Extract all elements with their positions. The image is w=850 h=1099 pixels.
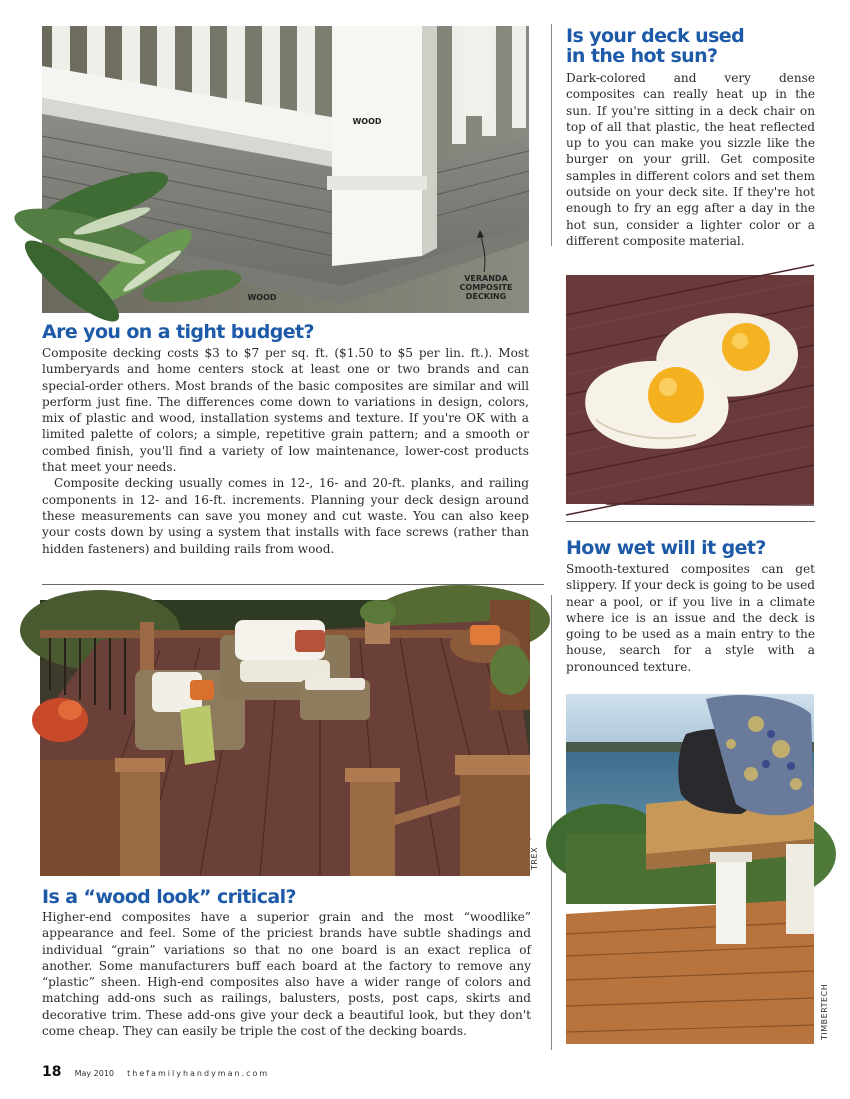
hot-sun-paragraph-1: Dark-colored and very dense composites can really heat up in the sun. If you're sitting in a deck chair on top of all that plastic, the heat reflected up to you can make you sizzle like the burger on your grill. Get composite samples in different colors and set them outside on your deck site. If they're hot enough to fry an egg after a day in the hot sun, consider a lighter color or a different composite material. bbox=[566, 71, 815, 248]
budget-paragraph-1: Composite decking costs $3 to $7 per sq. ft. ($1.50 to $5 per lin. ft.). Most lumberyards and home centers stock at least one or two brands and can special-order others. Most brands of the basic composites are similar and will perform just fine. The differences come down to variations in design, colors, mix of plastic and wood, installation systems and texture. If you're OK with a limited palette of colors; a simple, repetitive grain pattern; and a smooth or combed finish, you'll find a variety of low maintenance, lower-cost products that meet your needs. bbox=[42, 346, 529, 475]
left-section-divider bbox=[42, 584, 544, 585]
hot-sun-heading bbox=[566, 26, 826, 66]
page-number: 18 bbox=[42, 1064, 62, 1080]
wet-text bbox=[566, 561, 815, 675]
bench-photo-image bbox=[566, 694, 814, 1044]
wood-look-heading: Is a “wood look” critical? bbox=[42, 886, 296, 908]
veranda-label: VERANDA COMPOSITE DECKING bbox=[459, 274, 513, 301]
bench-photo bbox=[566, 694, 829, 1044]
railing-photo bbox=[42, 26, 529, 313]
deck-photo bbox=[40, 600, 539, 876]
budget-heading: Are you on a tight budget? bbox=[42, 321, 314, 343]
right-section-divider bbox=[566, 521, 815, 522]
eggs-photo bbox=[566, 275, 814, 504]
wet-heading: How wet will it get? bbox=[566, 537, 766, 559]
column-rule-top bbox=[551, 24, 552, 246]
website: thefamilyhandyman.com bbox=[127, 1069, 270, 1078]
wet-paragraph-1: Smooth-textured composites can get slippery. If your deck is going to be used near a pool, or if you live in a climate where ice is an issue and the deck is going to be used as a main entry to the house, search for a style with a pronounced texture. bbox=[566, 562, 815, 674]
budget-text bbox=[42, 345, 529, 557]
deck-photo-credit: TREX bbox=[530, 847, 539, 870]
eggs-photo-image bbox=[566, 275, 814, 504]
hot-sun-heading-line-1: Is your deck used bbox=[566, 25, 745, 47]
wood-label-top: WOOD bbox=[352, 117, 382, 126]
page-footer bbox=[42, 1061, 269, 1080]
hot-sun-text bbox=[566, 70, 815, 249]
wood-look-text bbox=[42, 909, 531, 1039]
column-rule-bottom bbox=[551, 595, 552, 1050]
wood-look-paragraph-1: Higher-end composites have a superior grain and the most “woodlike” appearance and feel. Some of the priciest brands have subtle shadings and individual “grain” variations so that no one board is an exact replica of another. Some manufacturers buff each board at the factory to remove any “plastic” sheen. High-end composites also have a wider range of colors and matching add-ons such as railings, balusters, posts, post caps, skirts and decorative trim. These add-ons give your deck a beautiful look, but they don't come cheap. They can easily be triple the cost of the decking boards. bbox=[42, 910, 531, 1039]
deck-photo-image bbox=[40, 600, 530, 876]
railing-photo-image bbox=[42, 26, 529, 313]
budget-paragraph-2: Composite decking usually comes in 12-, 16- and 20-ft. planks, and railing components in 12- and 16-ft. increments. Planning your deck design around these measurements can save you money and cut waste. You can also keep your costs down by using a system that installs with face screws (rather than hidden fasteners) and building rails from wood. bbox=[42, 476, 529, 556]
issue-date: May 2010 bbox=[74, 1069, 115, 1078]
wood-label-bottom: WOOD bbox=[247, 293, 277, 302]
hot-sun-heading-line-2: in the hot sun? bbox=[566, 45, 718, 67]
bench-photo-credit: TIMBERTECH bbox=[820, 983, 829, 1040]
